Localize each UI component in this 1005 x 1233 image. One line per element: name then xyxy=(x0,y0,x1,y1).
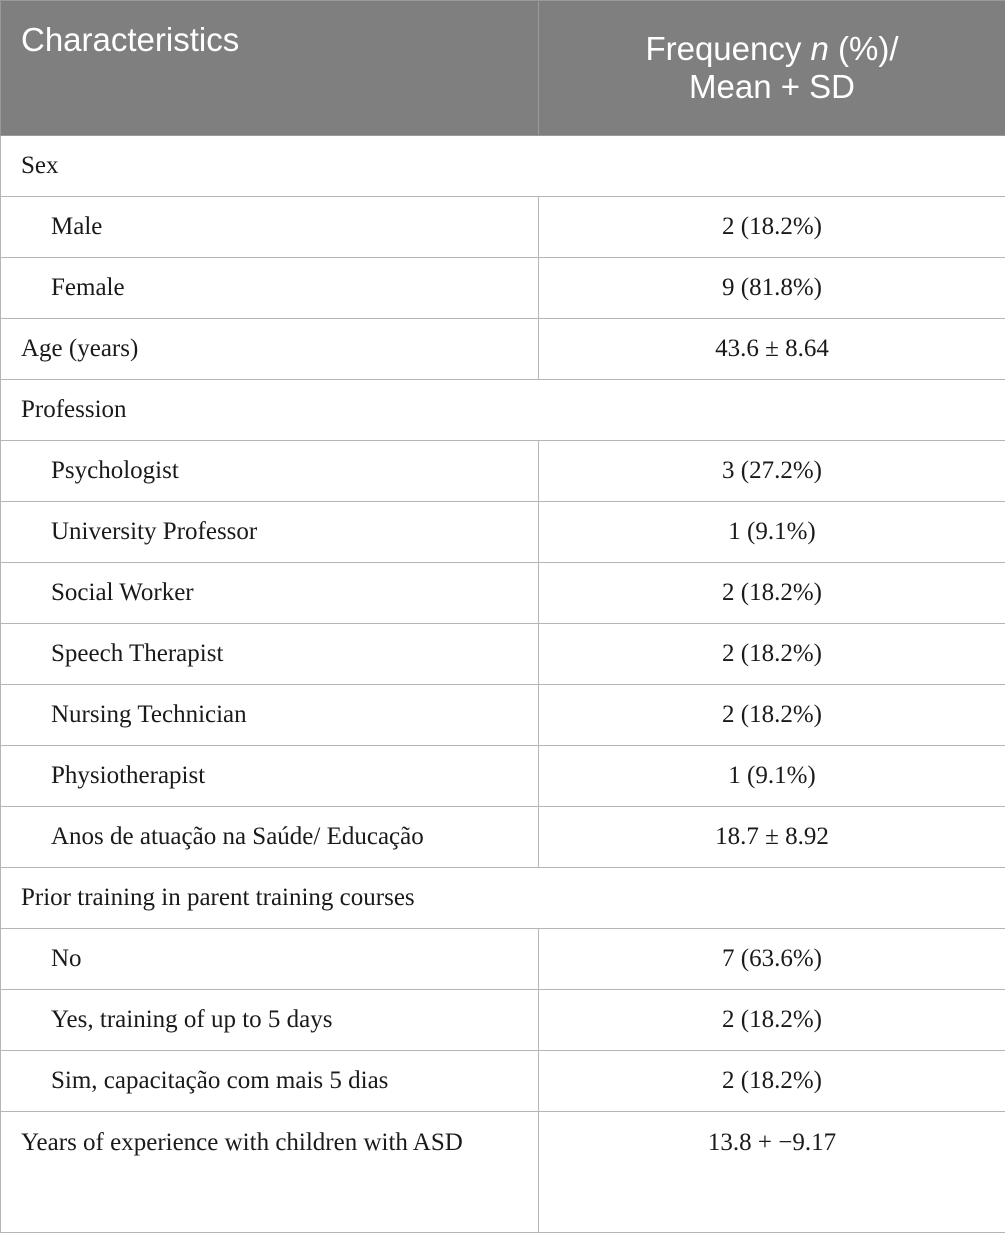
row-label: No xyxy=(1,929,539,990)
row-label: University Professor xyxy=(1,502,539,563)
table-row xyxy=(1,319,1005,380)
row-value: 9 (81.8%) xyxy=(539,258,1005,319)
table-row xyxy=(1,197,1005,258)
header-frequency xyxy=(539,1,1005,136)
table-row xyxy=(1,868,1005,929)
table-row xyxy=(1,441,1005,502)
row-label: Male xyxy=(1,197,539,258)
row-label: Social Worker xyxy=(1,563,539,624)
table-row xyxy=(1,136,1005,197)
table-row xyxy=(1,502,1005,563)
row-value: 1 (9.1%) xyxy=(539,502,1005,563)
table-row xyxy=(1,563,1005,624)
table-row xyxy=(1,1112,1005,1233)
row-value: 2 (18.2%) xyxy=(539,624,1005,685)
row-value: 18.7 ± 8.92 xyxy=(539,807,1005,868)
row-label: Age (years) xyxy=(1,319,539,380)
row-label: Sex xyxy=(1,136,1005,197)
table-row xyxy=(1,807,1005,868)
row-value: 2 (18.2%) xyxy=(539,197,1005,258)
row-value: 2 (18.2%) xyxy=(539,1051,1005,1112)
table-header-row xyxy=(1,1,1005,136)
header-frequency-n: n xyxy=(811,30,829,67)
table-row xyxy=(1,624,1005,685)
header-mean-sd: Mean + SD xyxy=(689,68,855,105)
row-value: 43.6 ± 8.64 xyxy=(539,319,1005,380)
row-label: Profession xyxy=(1,380,1005,441)
table-row xyxy=(1,746,1005,807)
row-value: 7 (63.6%) xyxy=(539,929,1005,990)
table-row xyxy=(1,685,1005,746)
row-value: 2 (18.2%) xyxy=(539,990,1005,1051)
header-frequency-post: (%)/ xyxy=(829,30,899,67)
row-label: Physiotherapist xyxy=(1,746,539,807)
table-row xyxy=(1,1051,1005,1112)
row-label: Yes, training of up to 5 days xyxy=(1,990,539,1051)
row-label: Sim, capacitação com mais 5 dias xyxy=(1,1051,539,1112)
row-label: Psychologist xyxy=(1,441,539,502)
row-label: Years of experience with children with ASD xyxy=(1,1112,539,1233)
table-row xyxy=(1,380,1005,441)
row-label: Prior training in parent training courses xyxy=(1,868,1005,929)
table-row xyxy=(1,990,1005,1051)
row-value: 13.8 + −9.17 xyxy=(539,1112,1005,1233)
row-label: Speech Therapist xyxy=(1,624,539,685)
table-row xyxy=(1,258,1005,319)
header-characteristics: Characteristics xyxy=(1,1,539,136)
header-frequency-pre: Frequency xyxy=(645,30,810,67)
row-value: 2 (18.2%) xyxy=(539,685,1005,746)
row-label: Nursing Technician xyxy=(1,685,539,746)
row-label: Anos de atuação na Saúde/ Educação xyxy=(1,807,539,868)
table-row xyxy=(1,929,1005,990)
row-label: Female xyxy=(1,258,539,319)
row-value: 3 (27.2%) xyxy=(539,441,1005,502)
row-value: 1 (9.1%) xyxy=(539,746,1005,807)
row-value: 2 (18.2%) xyxy=(539,563,1005,624)
